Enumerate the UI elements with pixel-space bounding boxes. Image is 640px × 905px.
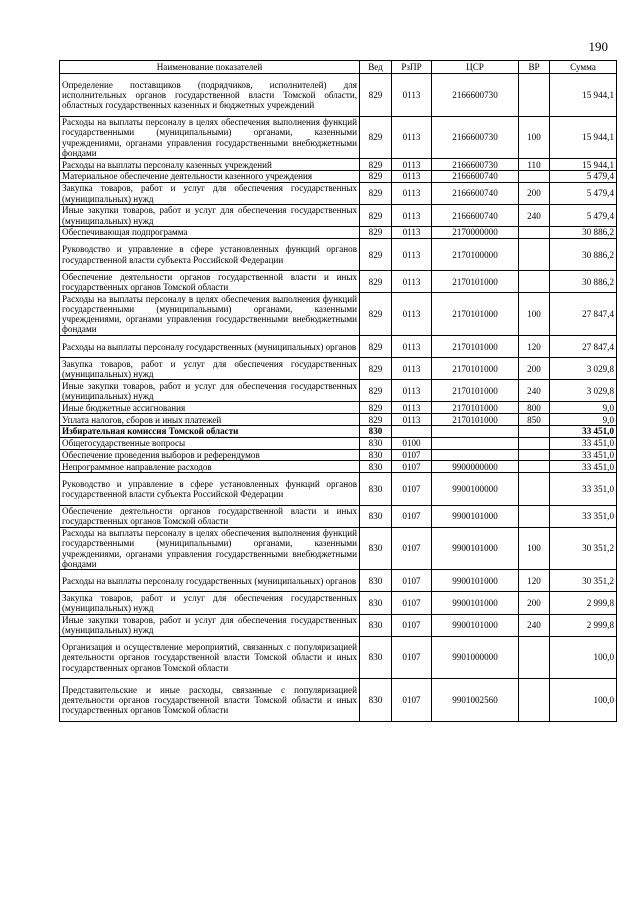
cell-vr: 200 <box>519 592 550 614</box>
cell-csr: 2166600730 <box>432 74 519 117</box>
budget-table <box>59 60 617 722</box>
cell-name: Обеспечение деятельности органов государственной власти и иных государственных органов Томской области <box>60 505 360 527</box>
table-row <box>60 380 617 402</box>
cell-rzpr: 0113 <box>392 205 432 227</box>
cell-csr: 9900101000 <box>432 527 519 570</box>
cell-rzpr: 0113 <box>392 116 432 159</box>
cell-sum: 15 944,1 <box>550 116 617 159</box>
cell-name: Расходы на выплаты персоналу казенных учреждений <box>60 159 360 171</box>
cell-csr: 2166600730 <box>432 159 519 171</box>
cell-sum: 33 451,0 <box>550 437 617 449</box>
cell-ved: 829 <box>360 402 392 414</box>
cell-sum: 33 451,0 <box>550 426 617 438</box>
cell-sum: 3 029,8 <box>550 358 617 380</box>
cell-name: Иные закупки товаров, работ и услуг для обеспечения государственных (муниципальных) нужд <box>60 614 360 636</box>
cell-rzpr: 0113 <box>392 358 432 380</box>
cell-rzpr: 0107 <box>392 505 432 527</box>
cell-csr: 2170101000 <box>432 402 519 414</box>
cell-name: Материальное обеспечение деятельности казенного учреждения <box>60 171 360 183</box>
cell-vr <box>519 227 550 239</box>
cell-vr: 200 <box>519 358 550 380</box>
cell-sum: 33 451,0 <box>550 461 617 473</box>
cell-vr: 800 <box>519 402 550 414</box>
cell-rzpr: 0113 <box>392 293 432 336</box>
table-row <box>60 182 617 204</box>
cell-vr <box>519 74 550 117</box>
cell-vr <box>519 437 550 449</box>
cell-ved: 830 <box>360 437 392 449</box>
cell-csr: 2170101000 <box>432 293 519 336</box>
cell-rzpr: 0113 <box>392 171 432 183</box>
cell-csr: 9900000000 <box>432 461 519 473</box>
cell-vr <box>519 473 550 505</box>
cell-name: Организация и осуществление мероприятий, связанных с популяризацией деятельности органов государственной власти Томской области и иных государственных органов Томской области <box>60 636 360 679</box>
cell-name: Избирательная комиссия Томской области <box>60 426 360 438</box>
table-row <box>60 437 617 449</box>
cell-sum: 30 351,2 <box>550 570 617 592</box>
cell-csr: 2170101000 <box>432 336 519 358</box>
cell-vr: 200 <box>519 182 550 204</box>
cell-vr <box>519 636 550 679</box>
cell-ved: 830 <box>360 570 392 592</box>
cell-csr: 2170000000 <box>432 227 519 239</box>
cell-ved: 829 <box>360 74 392 117</box>
cell-csr: 9900101000 <box>432 614 519 636</box>
cell-name: Закупка товаров, работ и услуг для обеспечения государственных (муниципальных) нужд <box>60 182 360 204</box>
cell-ved: 829 <box>360 380 392 402</box>
cell-name: Расходы на выплаты персоналу в целях обеспечения выполнения функций государственными (муниципальными) органами, казенными учреждениями, органами управления государственными внебюджетными фондами <box>60 116 360 159</box>
cell-ved: 830 <box>360 426 392 438</box>
cell-ved: 829 <box>360 293 392 336</box>
cell-vr: 110 <box>519 159 550 171</box>
cell-sum: 2 999,8 <box>550 592 617 614</box>
cell-sum: 100,0 <box>550 679 617 722</box>
table-row <box>60 358 617 380</box>
cell-sum: 27 847,4 <box>550 336 617 358</box>
cell-vr: 850 <box>519 414 550 426</box>
cell-name: Закупка товаров, работ и услуг для обеспечения государственных (муниципальных) нужд <box>60 358 360 380</box>
cell-vr <box>519 238 550 270</box>
cell-vr: 120 <box>519 570 550 592</box>
table-row <box>60 414 617 426</box>
cell-ved: 829 <box>360 238 392 270</box>
cell-csr: 2170101000 <box>432 414 519 426</box>
cell-rzpr: 0113 <box>392 74 432 117</box>
table-row <box>60 205 617 227</box>
cell-ved: 829 <box>360 414 392 426</box>
cell-ved: 830 <box>360 461 392 473</box>
cell-ved: 829 <box>360 182 392 204</box>
cell-csr: 9900101000 <box>432 570 519 592</box>
cell-sum: 2 999,8 <box>550 614 617 636</box>
table-row <box>60 614 617 636</box>
table-row <box>60 473 617 505</box>
cell-sum: 100,0 <box>550 636 617 679</box>
header-ved: Вед <box>360 61 392 74</box>
cell-csr: 2170101000 <box>432 358 519 380</box>
cell-vr <box>519 679 550 722</box>
header-sum: Сумма <box>550 61 617 74</box>
cell-csr: 9900101000 <box>432 505 519 527</box>
table-row <box>60 171 617 183</box>
cell-rzpr: 0113 <box>392 182 432 204</box>
cell-rzpr: 0100 <box>392 437 432 449</box>
cell-ved: 829 <box>360 171 392 183</box>
cell-name: Представительские и иные расходы, связанные с популяризацией деятельности органов государственной власти Томской области и иных государственных органов Томской области <box>60 679 360 722</box>
cell-ved: 830 <box>360 527 392 570</box>
cell-vr <box>519 461 550 473</box>
cell-sum: 30 886,2 <box>550 238 617 270</box>
cell-csr: 2166600740 <box>432 205 519 227</box>
cell-csr: 2166600730 <box>432 116 519 159</box>
cell-ved: 830 <box>360 614 392 636</box>
cell-name: Определение поставщиков (подрядчиков, исполнителей) для исполнительных органов государственной власти Томской области, областных государственных казенных и бюджетных учреждений <box>60 74 360 117</box>
cell-sum: 30 886,2 <box>550 271 617 293</box>
table-header-row <box>60 61 617 74</box>
cell-ved: 830 <box>360 679 392 722</box>
cell-rzpr: 0107 <box>392 614 432 636</box>
table-row <box>60 679 617 722</box>
cell-csr <box>432 426 519 438</box>
header-vr: ВР <box>519 61 550 74</box>
cell-csr: 9900100000 <box>432 473 519 505</box>
cell-name: Руководство и управление в сфере установленных функций органов государственной власти субъекта Российской Федерации <box>60 238 360 270</box>
cell-ved: 830 <box>360 592 392 614</box>
cell-rzpr: 0113 <box>392 238 432 270</box>
cell-csr: 2170100000 <box>432 238 519 270</box>
cell-sum: 15 944,1 <box>550 74 617 117</box>
cell-sum: 30 886,2 <box>550 227 617 239</box>
cell-name: Иные бюджетные ассигнования <box>60 402 360 414</box>
cell-vr: 240 <box>519 614 550 636</box>
cell-rzpr <box>392 426 432 438</box>
table-row <box>60 461 617 473</box>
cell-sum: 30 351,2 <box>550 527 617 570</box>
cell-vr <box>519 171 550 183</box>
cell-name: Расходы на выплаты персоналу государственных (муниципальных) органов <box>60 570 360 592</box>
cell-rzpr: 0113 <box>392 271 432 293</box>
cell-vr <box>519 426 550 438</box>
cell-csr: 9901000000 <box>432 636 519 679</box>
table-row <box>60 402 617 414</box>
cell-rzpr: 0107 <box>392 570 432 592</box>
cell-rzpr: 0107 <box>392 592 432 614</box>
cell-name: Общегосударственные вопросы <box>60 437 360 449</box>
cell-csr: 2170101000 <box>432 271 519 293</box>
cell-name: Расходы на выплаты персоналу государственных (муниципальных) органов <box>60 336 360 358</box>
cell-vr: 120 <box>519 336 550 358</box>
cell-name: Обеспечение деятельности органов государственной власти и иных государственных органов Томской области <box>60 271 360 293</box>
cell-ved: 830 <box>360 473 392 505</box>
cell-vr <box>519 271 550 293</box>
header-name: Наименование показателей <box>60 61 360 74</box>
cell-ved: 830 <box>360 505 392 527</box>
cell-vr: 100 <box>519 293 550 336</box>
table-row <box>60 527 617 570</box>
cell-ved: 829 <box>360 271 392 293</box>
cell-name: Руководство и управление в сфере установленных функций органов государственной власти субъекта Российской Федерации <box>60 473 360 505</box>
cell-sum: 5 479,4 <box>550 171 617 183</box>
cell-vr <box>519 505 550 527</box>
cell-ved: 830 <box>360 636 392 679</box>
cell-ved: 829 <box>360 116 392 159</box>
cell-ved: 829 <box>360 358 392 380</box>
cell-csr: 2166600740 <box>432 182 519 204</box>
cell-sum: 5 479,4 <box>550 205 617 227</box>
cell-rzpr: 0107 <box>392 449 432 461</box>
table-row <box>60 449 617 461</box>
cell-rzpr: 0107 <box>392 527 432 570</box>
cell-sum: 15 944,1 <box>550 159 617 171</box>
cell-sum: 27 847,4 <box>550 293 617 336</box>
cell-ved: 829 <box>360 205 392 227</box>
cell-sum: 9,0 <box>550 402 617 414</box>
cell-rzpr: 0113 <box>392 402 432 414</box>
cell-sum: 33 351,0 <box>550 473 617 505</box>
cell-csr: 9901002560 <box>432 679 519 722</box>
table-row <box>60 227 617 239</box>
cell-vr: 240 <box>519 380 550 402</box>
cell-sum: 9,0 <box>550 414 617 426</box>
cell-rzpr: 0113 <box>392 414 432 426</box>
cell-rzpr: 0113 <box>392 159 432 171</box>
page-number: 190 <box>588 39 608 54</box>
table-row <box>60 336 617 358</box>
cell-csr: 9900101000 <box>432 592 519 614</box>
cell-csr <box>432 437 519 449</box>
cell-ved: 829 <box>360 336 392 358</box>
cell-name: Обеспечение проведения выборов и референдумов <box>60 449 360 461</box>
cell-ved: 830 <box>360 449 392 461</box>
cell-rzpr: 0107 <box>392 473 432 505</box>
cell-name: Уплата налогов, сборов и иных платежей <box>60 414 360 426</box>
table-row <box>60 570 617 592</box>
cell-csr <box>432 449 519 461</box>
header-csr: ЦСР <box>432 61 519 74</box>
cell-rzpr: 0107 <box>392 636 432 679</box>
cell-sum: 33 351,0 <box>550 505 617 527</box>
cell-vr: 100 <box>519 116 550 159</box>
cell-name: Иные закупки товаров, работ и услуг для обеспечения государственных (муниципальных) нужд <box>60 205 360 227</box>
cell-name: Расходы на выплаты персоналу в целях обеспечения выполнения функций государственными (муниципальными) органами, казенными учреждениями, органами управления государственными внебюджетными фондами <box>60 293 360 336</box>
table-row <box>60 238 617 270</box>
table-row <box>60 74 617 117</box>
cell-rzpr: 0107 <box>392 679 432 722</box>
cell-name: Непрограммное направление расходов <box>60 461 360 473</box>
cell-rzpr: 0113 <box>392 336 432 358</box>
cell-sum: 3 029,8 <box>550 380 617 402</box>
cell-ved: 829 <box>360 159 392 171</box>
cell-vr: 100 <box>519 527 550 570</box>
table-row <box>60 592 617 614</box>
cell-name: Иные закупки товаров, работ и услуг для обеспечения государственных (муниципальных) нужд <box>60 380 360 402</box>
table-row <box>60 159 617 171</box>
cell-name: Закупка товаров, работ и услуг для обеспечения государственных (муниципальных) нужд <box>60 592 360 614</box>
cell-sum: 33 451,0 <box>550 449 617 461</box>
cell-ved: 829 <box>360 227 392 239</box>
table-row <box>60 116 617 159</box>
cell-rzpr: 0113 <box>392 227 432 239</box>
table-row <box>60 271 617 293</box>
cell-name: Обеспечивающая подпрограмма <box>60 227 360 239</box>
cell-name: Расходы на выплаты персоналу в целях обеспечения выполнения функций государственными (муниципальными) органами, казенными учреждениями, органами управления государственными внебюджетными фондами <box>60 527 360 570</box>
table-row <box>60 505 617 527</box>
cell-vr <box>519 449 550 461</box>
table-row <box>60 426 617 438</box>
cell-rzpr: 0107 <box>392 461 432 473</box>
header-rzpr: РзПР <box>392 61 432 74</box>
cell-csr: 2170101000 <box>432 380 519 402</box>
table-row <box>60 636 617 679</box>
cell-sum: 5 479,4 <box>550 182 617 204</box>
cell-csr: 2166600740 <box>432 171 519 183</box>
table-row <box>60 293 617 336</box>
cell-rzpr: 0113 <box>392 380 432 402</box>
cell-vr: 240 <box>519 205 550 227</box>
